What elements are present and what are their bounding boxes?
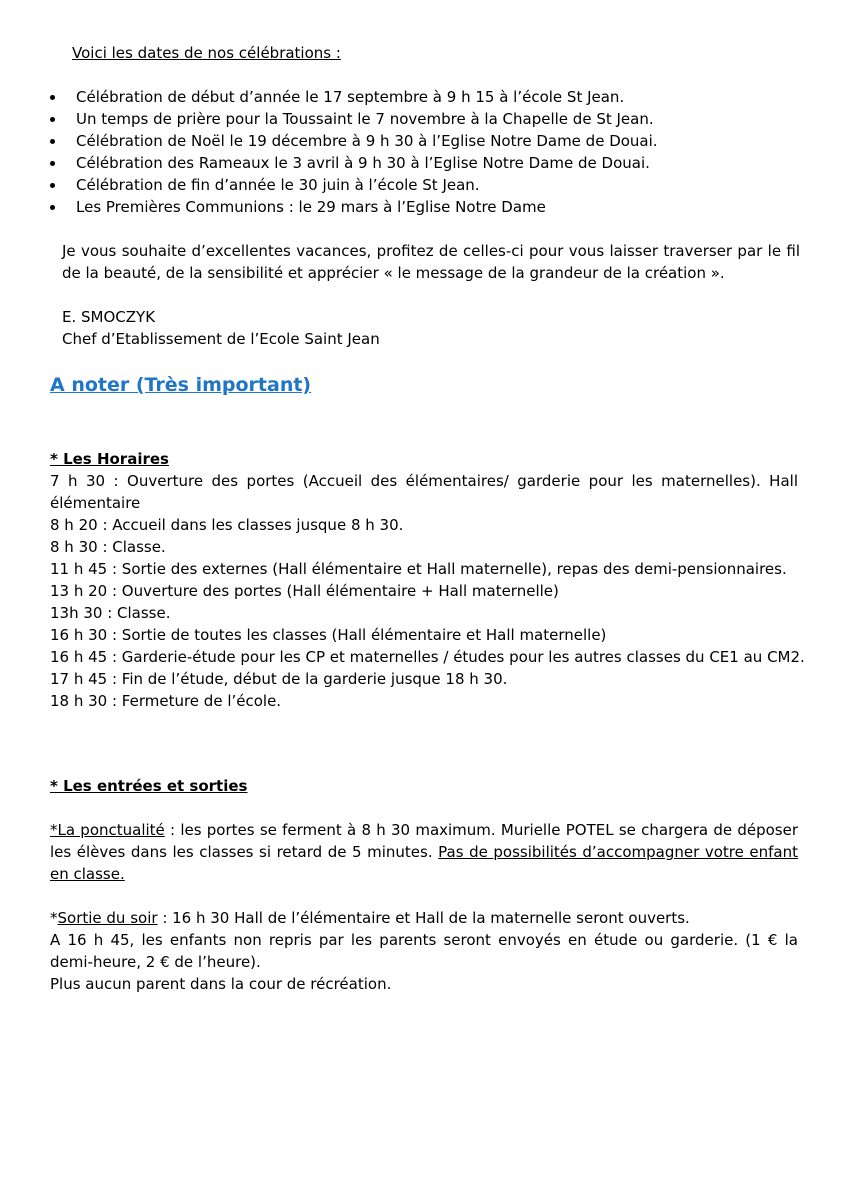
celebrations-intro: Voici les dates de nos célébrations : [72,44,341,62]
bullet-icon [50,205,55,210]
horaire-line: 17 h 45 : Fin de l’étude, début de la garderie jusque 18 h 30. [50,670,508,688]
horaire-line: 13 h 20 : Ouverture des portes (Hall élémentaire + Hall maternelle) [50,582,559,600]
bullet-icon [50,161,55,166]
celebrations-list [50,86,658,218]
signature-name: E. SMOCZYK [62,308,156,326]
horaire-line: 11 h 45 : Sortie des externes (Hall élémentaire et Hall maternelle), repas des demi-pensionnaires. [50,560,787,578]
bullet-icon [50,117,55,122]
entrees-section [50,775,798,995]
horaires-title: * Les Horaires [50,450,169,468]
horaire-line: 16 h 30 : Sortie de toutes les classes (Hall élémentaire et Hall maternelle) [50,626,607,644]
bullet-icon [50,95,55,100]
horaires-section [50,448,805,712]
garderie-paragraph: A 16 h 45, les enfants non repris par les parents seront envoyés en étude ou garderie. (1 € la demi-heure, 2 € de l’heure). [50,931,798,971]
list-item: Un temps de prière pour la Toussaint le 7 novembre à la Chapelle de St Jean. [50,108,658,130]
entrees-title: * Les entrées et sorties [50,777,248,795]
sortie-text: : 16 h 30 Hall de l’élémentaire et Hall de la maternelle seront ouverts. [157,909,690,927]
bullet-icon [50,183,55,188]
important-heading: A noter (Très important) [50,374,312,396]
wish-paragraph: Je vous souhaite d’excellentes vacances, profitez de celles-ci pour vous laisser traverser par le fil de la beauté, de la sensibilité et apprécier « le message de la grandeur de la création ». [62,242,800,282]
horaire-line: 8 h 30 : Classe. [50,538,166,556]
cour-line: Plus aucun parent dans la cour de récréation. [50,975,392,993]
horaires-first-line: 7 h 30 : Ouverture des portes (Accueil des élémentaires/ garderie pour les maternelles). Hall élémentaire [50,472,798,512]
list-item: Célébration de Noël le 19 décembre à 9 h 30 à l’Eglise Notre Dame de Douai. [50,130,658,152]
horaire-line: 18 h 30 : Fermeture de l’école. [50,692,282,710]
list-item: Les Premières Communions : le 29 mars à l’Eglise Notre Dame [50,196,658,218]
ponctualite-emphasis: Pas de possibilités d’accompagner votre enfant en classe. [50,843,798,883]
list-item: Célébration de fin d’année le 30 juin à l’école St Jean. [50,174,658,196]
ponctualite-paragraph [50,819,798,885]
sortie-prefix: * [50,909,58,927]
sortie-label: Sortie du soir [57,909,158,927]
signature-role: Chef d’Etablissement de l’Ecole Saint Jean [62,330,380,348]
bullet-icon [50,139,55,144]
sortie-paragraph [50,907,798,929]
signature-block [62,306,380,350]
list-item: Célébration des Rameaux le 3 avril à 9 h 30 à l’Eglise Notre Dame de Douai. [50,152,658,174]
horaire-line: 13h 30 : Classe. [50,604,171,622]
list-item: Célébration de début d’année le 17 septembre à 9 h 15 à l’école St Jean. [50,86,658,108]
horaire-line: 16 h 45 : Garderie-étude pour les CP et maternelles / études pour les autres classes du CE1 au CM2. [50,648,805,666]
holiday-wish [62,240,800,284]
ponctualite-label: *La ponctualité [50,821,165,839]
horaire-line: 8 h 20 : Accueil dans les classes jusque 8 h 30. [50,516,404,534]
ponctualite-text: : les portes se ferment à 8 h 30 maximum. Murielle POTEL se chargera de déposer les élèves dans les classes si retard de 5 minutes. [50,821,798,861]
